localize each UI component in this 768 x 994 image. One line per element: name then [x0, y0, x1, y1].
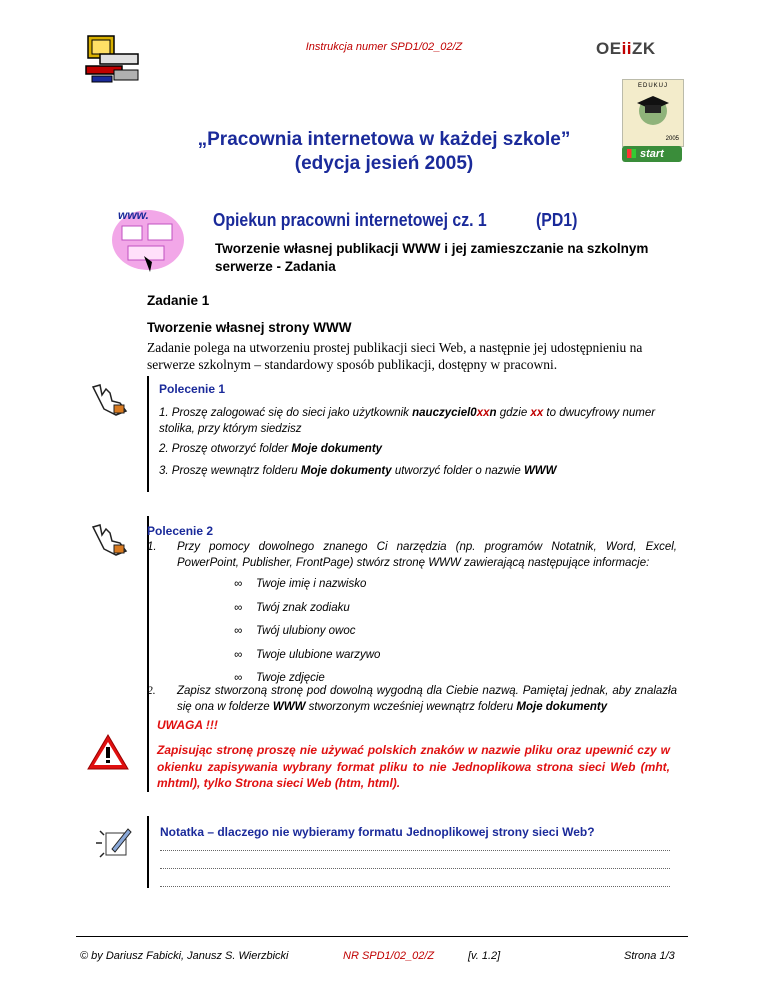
module-code: (PD1)	[536, 210, 578, 230]
task-title: Tworzenie własnej strony WWW	[147, 320, 352, 335]
footer-authors: © by Dariusz Fabicki, Janusz S. Wierzbicki	[80, 950, 289, 962]
note-pen-icon	[94, 825, 134, 863]
footer-divider	[76, 936, 688, 937]
command-2-item-1: Przy pomocy dowolnego znanego Ci narzędzia (np. programów Notatnik, Word, Excel, PowerPoint, Publisher, FrontPage) stwórz stronę WWW zawierającą następujące informacje:	[177, 541, 677, 569]
start-label: start	[640, 148, 664, 160]
computer-icon	[84, 34, 142, 84]
command-2-item-2-num: 2.	[147, 685, 156, 697]
command-1-item-1: 1. Proszę zalogować się do sieci jako użytkownik nauczyciel0xxn gdzie xx to dwucyfrowy numer stolika, przy którym siedzisz	[159, 407, 656, 435]
document-code: Instrukcja numer SPD1/02_02/Z	[305, 41, 463, 53]
note-line	[160, 882, 670, 887]
warning-icon	[86, 733, 130, 771]
command-1-item-2: 2. Proszę otworzyć folder Moje dokumenty	[159, 443, 383, 455]
note-line	[160, 864, 670, 869]
command-2-item-1-num: 1.	[147, 541, 157, 553]
oeiizk-logo: OEiiZK	[596, 39, 656, 58]
task-intro: Zadanie polega na utworzeniu prostej publikacji sieci Web, a następnie jej udostępnieniu na serwerze szkolnym – standardowy sposób publikacji, dostępny w pracowni.	[147, 340, 643, 372]
command-1-item-3: 3. Proszę wewnątrz folderu Moje dokumenty utworzyć folder o nazwie WWW	[159, 465, 557, 477]
hand-writing-icon-2	[90, 521, 130, 557]
module-title: Opiekun pracowni internetowej cz. 1	[213, 210, 487, 230]
bullet-item: ∞ Twój znak zodiaku	[234, 602, 350, 614]
note-heading: Notatka – dlaczego nie wybieramy formatu Jednoplikowej strony sieci Web?	[160, 825, 595, 839]
graduation-cap-icon	[623, 89, 683, 129]
title-line-1: „Pracownia internetowa w każdej szkole”	[197, 129, 571, 150]
hand-writing-icon	[90, 381, 130, 417]
warning-text: Zapisując stronę proszę nie używać polskich znaków w nazwie pliku oraz upewnić czy w okienku zapisywania wybrany format pliku to nie Jednoplikowa strona sieci Web (mht, mhtml), tylko Strona sieci Web (htm, html).	[157, 743, 670, 790]
title-line-2: (edycja jesień 2005)	[294, 153, 474, 174]
bullet-item: ∞ Twoje zdjęcie	[234, 672, 325, 684]
warning-heading: UWAGA !!!	[157, 718, 218, 732]
bullet-item: ∞ Twój ulubiony owoc	[234, 625, 356, 637]
eduku-year: 2005	[665, 136, 679, 142]
note-line	[160, 846, 670, 851]
task-heading: Zadanie 1	[147, 293, 210, 308]
command-2-item-2: Zapisz stworzoną stronę pod dowolną wygodną dla Ciebie nazwą. Pamiętaj jednak, aby znalazła się ona w folderze WWW stworzonym wcześniej wewnątrz folderu Moje dokumenty	[177, 685, 677, 713]
note-rule	[147, 816, 149, 888]
warning-rule	[147, 712, 149, 792]
module-subtitle: Tworzenie własnej publikacji WWW i jej zamieszczanie na szkolnym serwerze - Zadania	[215, 241, 649, 274]
command-1-heading: Polecenie 1	[159, 382, 226, 396]
bullet-item: ∞ Twoje ulubione warzywo	[234, 649, 381, 661]
www-label: www.	[118, 208, 149, 222]
footer-page: Strona 1/3	[624, 950, 675, 962]
footer-version: [v. 1.2]	[468, 950, 501, 962]
bullet-item: ∞ Twoje imię i nazwisko	[234, 578, 367, 590]
eduku-label: EDUKUJ	[637, 83, 668, 89]
command-2-heading: Polecenie 2	[147, 524, 214, 538]
page-title	[0, 128, 768, 176]
command-1-rule	[147, 376, 149, 492]
footer-doc-number: NR SPD1/02_02/Z	[343, 950, 435, 962]
